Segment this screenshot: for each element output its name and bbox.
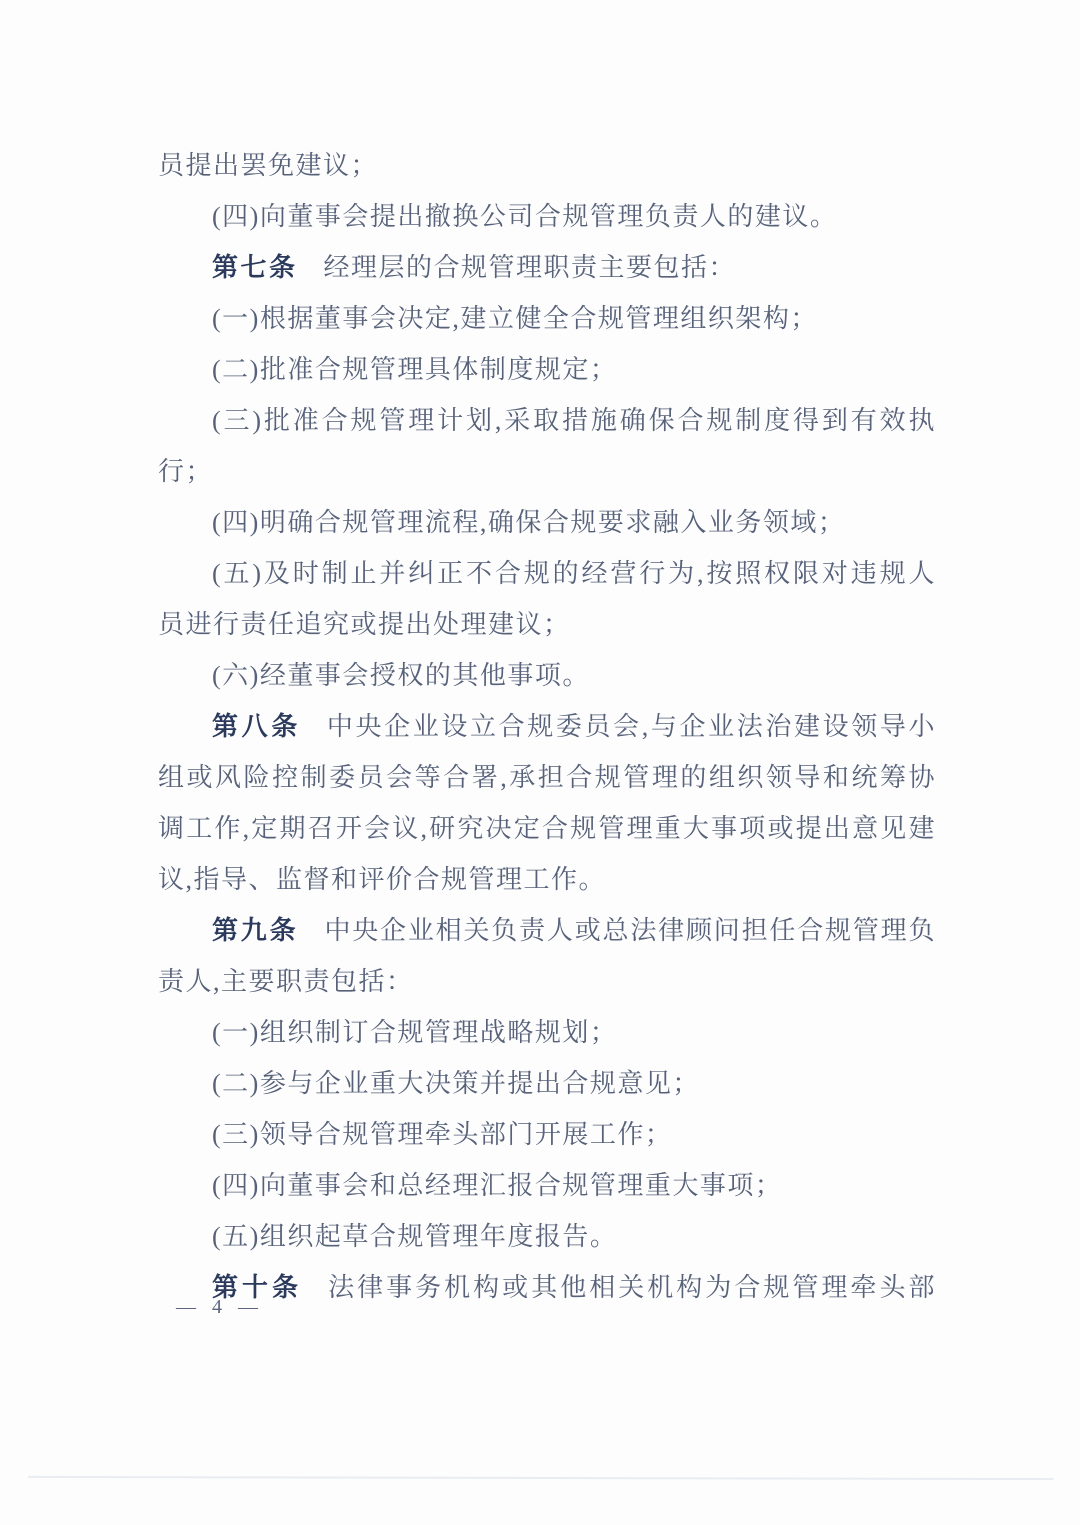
text-line <box>158 1160 936 1211</box>
line-text: 法律事务机构或其他相关机构为合规管理牵头部 <box>328 1273 936 1302</box>
article-number: 第八条 <box>212 711 301 741</box>
text-line <box>158 293 936 344</box>
line-text: (四)明确合规管理流程,确保合规要求融入业务领域； <box>212 508 846 537</box>
text-line <box>158 1058 936 1109</box>
line-text: 行； <box>158 457 214 486</box>
article-heading-line <box>158 701 936 752</box>
text-line <box>158 140 936 191</box>
line-text: (三)批准合规管理计划,采取措施确保合规制度得到有效执 <box>212 406 936 435</box>
line-text: 经理层的合规管理职责主要包括： <box>323 253 737 282</box>
line-text: (一)根据董事会决定,建立健全合规管理组织架构； <box>212 304 818 333</box>
line-text: (四)向董事会和总经理汇报合规管理重大事项； <box>212 1171 783 1200</box>
text-line <box>158 446 936 497</box>
line-text: 议,指导、监督和评价合规管理工作。 <box>158 865 607 894</box>
article-heading-line <box>158 242 936 293</box>
line-text: (六)经董事会授权的其他事项。 <box>212 661 590 690</box>
line-text: 中央企业设立合规委员会,与企业法治建设领导小 <box>326 712 936 741</box>
text-line <box>158 599 936 650</box>
text-line <box>158 854 936 905</box>
line-text: (五)及时制止并纠正不合规的经营行为,按照权限对违规人 <box>212 559 936 588</box>
line-text: (二)批准合规管理具体制度规定； <box>212 355 618 384</box>
article-heading-line <box>158 1262 936 1313</box>
text-line <box>158 650 936 701</box>
line-text: 责人,主要职责包括： <box>158 967 414 996</box>
text-line <box>158 752 936 803</box>
line-text: (四)向董事会提出撤换公司合规管理负责人的建议。 <box>212 202 838 231</box>
text-line <box>158 1211 936 1262</box>
line-text: (五)组织起草合规管理年度报告。 <box>212 1222 618 1251</box>
line-text: 中央企业相关负责人或总法律顾问担任合规管理负 <box>324 916 936 945</box>
line-text: 员提出罢免建议； <box>158 151 379 180</box>
line-text: 调工作,定期召开会议,研究决定合规管理重大事项或提出意见建 <box>158 814 936 843</box>
text-line <box>158 497 936 548</box>
article-number: 第九条 <box>212 915 299 945</box>
page-edge-artifact-line <box>28 1476 1054 1480</box>
text-line <box>158 956 936 1007</box>
line-text: 员进行责任追究或提出处理建议； <box>158 610 571 639</box>
text-line <box>158 395 936 446</box>
article-number: 第十条 <box>212 1272 303 1302</box>
text-line <box>158 548 936 599</box>
page-number: — 4 — <box>176 1296 259 1318</box>
line-text: 组或风险控制委员会等合署,承担合规管理的组织领导和统筹协 <box>158 763 936 792</box>
text-line <box>158 344 936 395</box>
article-heading-line <box>158 905 936 956</box>
text-line <box>158 803 936 854</box>
text-line <box>158 1109 936 1160</box>
line-text: (三)领导合规管理牵头部门开展工作； <box>212 1120 673 1149</box>
document-text-block <box>158 140 936 1313</box>
text-line <box>158 191 936 242</box>
article-number: 第七条 <box>212 252 298 282</box>
text-line <box>158 1007 936 1058</box>
line-text: (二)参与企业重大决策并提出合规意见； <box>212 1069 700 1098</box>
line-text: (一)组织制订合规管理战略规划； <box>212 1018 618 1047</box>
